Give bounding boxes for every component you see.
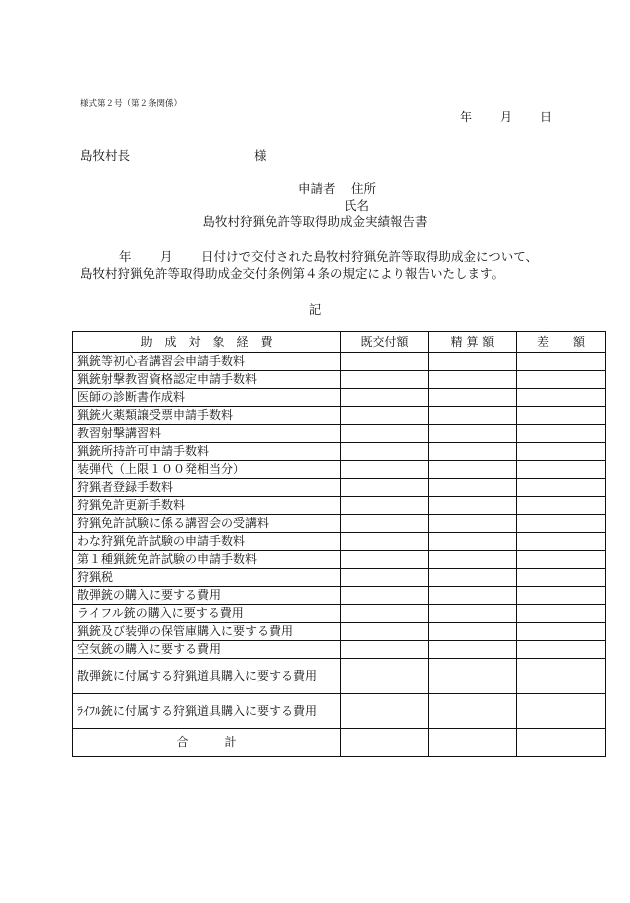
settled-cell[interactable]: [429, 659, 517, 694]
header-settled-amount: 精 算 額: [429, 332, 517, 353]
date-month: 月: [500, 110, 513, 124]
table-row: [73, 551, 606, 569]
granted-cell[interactable]: [341, 623, 429, 641]
difference-cell[interactable]: [517, 533, 606, 551]
body-year: 年: [119, 249, 132, 264]
settled-cell[interactable]: [429, 389, 517, 407]
difference-cell[interactable]: [517, 515, 606, 533]
expense-item: わな狩猟免許試験の申請手数料: [73, 533, 341, 551]
total-row: [73, 729, 606, 757]
granted-cell[interactable]: [341, 371, 429, 389]
table-row: [73, 371, 606, 389]
expense-item: 装弾代（上限１００発相当分）: [73, 461, 341, 479]
ki-marker: 記: [308, 302, 322, 317]
report-title: 島牧村狩猟免許等取得助成金実績報告書: [202, 214, 428, 229]
table-row: [73, 587, 606, 605]
body-month: 月: [160, 249, 173, 264]
table-row: [73, 694, 606, 729]
table-row: [73, 497, 606, 515]
settled-cell[interactable]: [429, 407, 517, 425]
expense-item: ﾗｲﾌﾙ銃に付属する狩猟道具購入に要する費用: [73, 694, 341, 729]
granted-cell[interactable]: [341, 533, 429, 551]
difference-cell[interactable]: [517, 371, 606, 389]
table-row: [73, 623, 606, 641]
body-line2-text: 島牧村狩猟免許等取得助成金交付条例第４条の規定により報告いたします。: [80, 266, 505, 281]
form-number: 様式第２号（第２条関係）: [80, 99, 183, 109]
granted-cell[interactable]: [341, 551, 429, 569]
table-row: [73, 641, 606, 659]
date-year: 年: [460, 110, 473, 124]
granted-cell[interactable]: [341, 569, 429, 587]
difference-cell[interactable]: [517, 623, 606, 641]
difference-cell[interactable]: [517, 659, 606, 694]
name-label: 氏名: [344, 198, 370, 213]
difference-cell[interactable]: [517, 551, 606, 569]
settled-cell[interactable]: [429, 533, 517, 551]
granted-cell[interactable]: [341, 515, 429, 533]
expense-item: 狩猟免許更新手数料: [73, 497, 341, 515]
granted-cell[interactable]: [341, 694, 429, 729]
table-header-row: [73, 332, 606, 353]
table-row: [73, 389, 606, 407]
difference-cell[interactable]: [517, 353, 606, 371]
expense-item: 猟銃火薬類譲受票申請手数料: [73, 407, 341, 425]
expense-item: 猟銃所持許可申請手数料: [73, 443, 341, 461]
expense-item: 狩猟税: [73, 569, 341, 587]
addressee: 島牧村長: [80, 148, 131, 163]
header-expense-item: 助 成 対 象 経 費: [73, 332, 341, 353]
settled-cell[interactable]: [429, 551, 517, 569]
difference-cell[interactable]: [517, 443, 606, 461]
expense-item: 教習射撃講習料: [73, 425, 341, 443]
settled-cell[interactable]: [429, 353, 517, 371]
expense-item: 猟銃射撃教習資格認定申請手数料: [73, 371, 341, 389]
date-day: 日: [540, 110, 553, 124]
expense-item: 空気銃の購入に要する費用: [73, 641, 341, 659]
granted-cell[interactable]: [341, 425, 429, 443]
settled-cell[interactable]: [429, 461, 517, 479]
settled-cell[interactable]: [429, 443, 517, 461]
table-row: [73, 605, 606, 623]
table-row: [73, 407, 606, 425]
difference-cell[interactable]: [517, 425, 606, 443]
granted-cell[interactable]: [341, 587, 429, 605]
difference-cell[interactable]: [517, 605, 606, 623]
difference-cell[interactable]: [517, 479, 606, 497]
difference-cell[interactable]: [517, 587, 606, 605]
header-granted-amount: 既交付額: [341, 332, 429, 353]
granted-cell[interactable]: [341, 641, 429, 659]
settled-cell[interactable]: [429, 605, 517, 623]
total-difference-cell[interactable]: [517, 729, 606, 757]
granted-cell[interactable]: [341, 443, 429, 461]
expense-item: ライフル銃の購入に要する費用: [73, 605, 341, 623]
difference-cell[interactable]: [517, 569, 606, 587]
difference-cell[interactable]: [517, 407, 606, 425]
granted-cell[interactable]: [341, 353, 429, 371]
granted-cell[interactable]: [341, 605, 429, 623]
table-row: [73, 353, 606, 371]
table-row: [73, 461, 606, 479]
table-row: [73, 659, 606, 694]
settled-cell[interactable]: [429, 694, 517, 729]
granted-cell[interactable]: [341, 659, 429, 694]
expense-item: 医師の診断書作成料: [73, 389, 341, 407]
expense-item: 猟銃等初心者講習会申請手数料: [73, 353, 341, 371]
granted-cell[interactable]: [341, 479, 429, 497]
table-row: [73, 479, 606, 497]
table-row: [73, 425, 606, 443]
settled-cell[interactable]: [429, 425, 517, 443]
granted-cell[interactable]: [341, 461, 429, 479]
expense-item: 猟銃及び装弾の保管庫購入に要する費用: [73, 623, 341, 641]
difference-cell[interactable]: [517, 461, 606, 479]
settled-cell[interactable]: [429, 515, 517, 533]
difference-cell[interactable]: [517, 694, 606, 729]
honorific-sama: 様: [254, 148, 267, 163]
expense-item: 狩猟免許試験に係る講習会の受講料: [73, 515, 341, 533]
header-difference: 差 額: [517, 332, 606, 353]
table-row: [73, 515, 606, 533]
total-settled-cell[interactable]: [429, 729, 517, 757]
total-label: 合 計: [73, 729, 341, 757]
granted-cell[interactable]: [341, 407, 429, 425]
settled-cell[interactable]: [429, 587, 517, 605]
expense-item: 散弾銃に付属する狩猟道具購入に要する費用: [73, 659, 341, 694]
expense-item: 狩猟者登録手数料: [73, 479, 341, 497]
settled-cell[interactable]: [429, 641, 517, 659]
address-label: 住所: [351, 181, 377, 196]
expense-item: 第１種猟銃免許試験の申請手数料: [73, 551, 341, 569]
granted-cell[interactable]: [341, 497, 429, 515]
granted-cell[interactable]: [341, 389, 429, 407]
applicant-label: 申請者: [298, 181, 336, 196]
expense-item: 散弾銃の購入に要する費用: [73, 587, 341, 605]
settled-cell[interactable]: [429, 569, 517, 587]
total-granted-cell[interactable]: [341, 729, 429, 757]
table-row: [73, 569, 606, 587]
table-row: [73, 533, 606, 551]
settled-cell[interactable]: [429, 497, 517, 515]
settled-cell[interactable]: [429, 623, 517, 641]
difference-cell[interactable]: [517, 497, 606, 515]
expense-table: [72, 331, 606, 757]
table-row: [73, 443, 606, 461]
difference-cell[interactable]: [517, 389, 606, 407]
body-line1-text: 日付けで交付された島牧村狩猟免許等取得助成金について、: [201, 249, 539, 264]
settled-cell[interactable]: [429, 479, 517, 497]
difference-cell[interactable]: [517, 641, 606, 659]
settled-cell[interactable]: [429, 371, 517, 389]
